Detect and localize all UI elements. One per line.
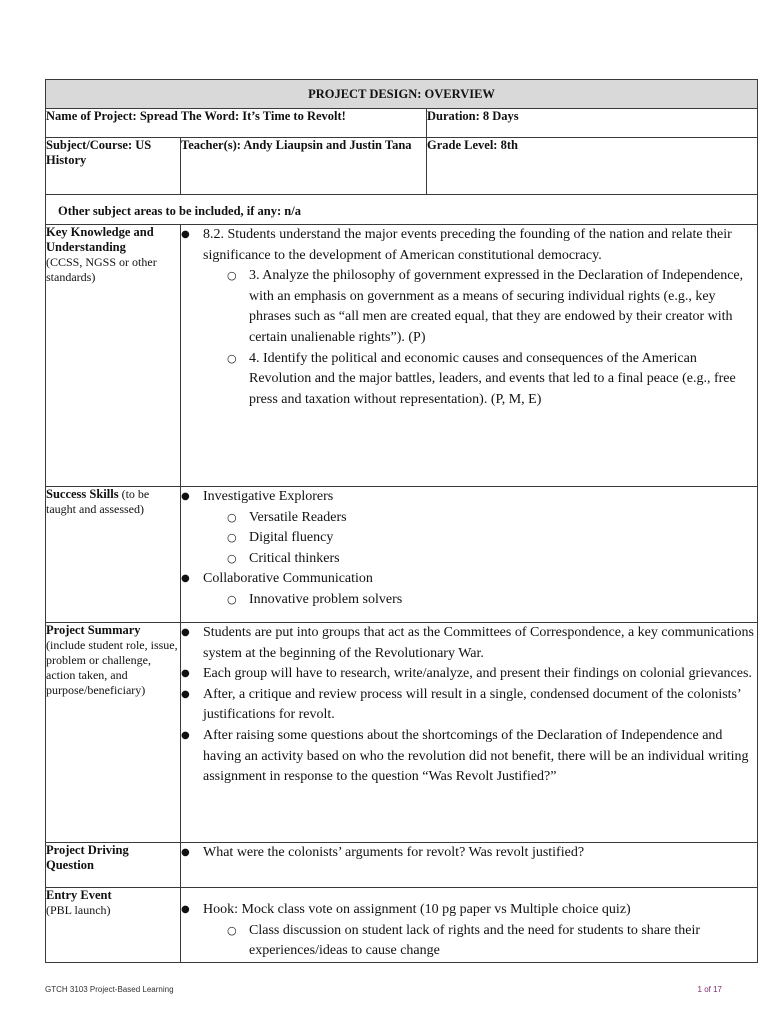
list-item: ● Collaborative Communication ○ Innovative problem solvers [181,569,757,610]
key-knowledge-sub: (CCSS, NGSS or other standards) [46,255,157,284]
key-knowledge-title: Key Knowledge and Understanding [46,225,154,254]
entry-event-content [181,888,758,963]
list-item: ○ 3. Analyze the philosophy of government expressed in the Declaration of Independence, with an emphasis on government as a means of securing individual rights (e.g., key phrases such as “all men are created equal, that they are endowed by their creator with certain unalienable rights”). (P) [227,266,757,348]
grade-level: Grade Level: 8th [427,138,758,195]
project-summary-label [46,623,181,843]
project-overview-table [45,79,758,963]
list-item: ○ Digital fluency [227,528,757,549]
driving-question-title: Project Driving Question [46,843,129,872]
success-skills-label [46,487,181,623]
subject-course: Subject/Course: US History [46,138,181,195]
list-item: ● Investigative Explorers ○ Versatile Readers ○ Digital fluency ○ Critical thinkers [181,487,757,569]
driving-question-label [46,843,181,888]
footer-course: GTCH 3103 Project-Based Learning [45,985,174,994]
duration: Duration: 8 Days [427,109,758,138]
other-subjects: Other subject areas to be included, if any: n/a [46,195,758,225]
list-item: ● After raising some questions about the shortcomings of the Declaration of Independence and having an activity based on who the revolution did not benefit, there will be an individual writing assignment in response to the question “Was Revolt Justified?” [181,726,757,788]
project-summary-content [181,623,758,843]
key-knowledge-label [46,225,181,487]
list-item: ○ Critical thinkers [227,549,757,570]
list-item: ○ 4. Identify the political and economic causes and consequences of the American Revolution and the major battles, leaders, and events that led to a final peace (e.g., free press and taxation without representation). (P, M, E) [227,349,757,411]
success-skills-title: Success Skills [46,487,119,501]
key-knowledge-content [181,225,758,487]
list-item: ○ Class discussion on student lack of rights and the need for students to share their experiences/ideas to cause change [227,921,757,962]
list-item: ● Students are put into groups that act as the Committees of Correspondence, a key communications system at the beginning of the Revolutionary War. [181,623,757,664]
entry-event-sub: (PBL launch) [46,903,111,917]
success-skills-content [181,487,758,623]
project-summary-title: Project Summary [46,623,141,637]
project-name: Name of Project: Spread The Word: It’s Time to Revolt! [46,109,427,138]
footer-page-number: 1 of 17 [697,985,722,994]
teachers: Teacher(s): Andy Liaupsin and Justin Tana [181,138,427,195]
table-header: PROJECT DESIGN: OVERVIEW [46,80,758,109]
list-item: ● After, a critique and review process will result in a single, condensed document of the colonists’ justifications for revolt. [181,685,757,726]
list-item: ○ Innovative problem solvers [227,590,757,611]
list-item: ● Each group will have to research, write/analyze, and present their findings on colonial grievances. [181,664,757,685]
project-summary-sub: (include student role, issue, problem or challenge, action taken, and purpose/beneficiary) [46,638,178,697]
list-item: ● 8.2. Students understand the major events preceding the founding of the nation and relate their significance to the development of American constitutional democracy. ○ 3. Analyze the philosophy of government expressed in the Declaration of Independence, with an emphasis on government as a means of securing individual rights (e.g., key phrases such as “all men are created equal, that they are endowed by their creator with certain unalienable rights”). (P) ○ 4. Identify the political and economic causes and consequences of the American Revolution and the major battles, leaders, and events that led to a final peace (e.g., free press and taxation without representation). (P, M, E) [181,225,757,410]
list-item: ○ Versatile Readers [227,508,757,529]
success-skills-sub: (to be taught and assessed) [46,487,150,516]
entry-event-label [46,888,181,963]
entry-event-title: Entry Event [46,888,112,902]
list-item: ● Hook: Mock class vote on assignment (10 pg paper vs Multiple choice quiz) ○ Class discussion on student lack of rights and the need for students to share their experiences/ideas to cause change [181,900,757,962]
list-item: ● What were the colonists’ arguments for revolt? Was revolt justified? [181,843,757,864]
driving-question-content [181,843,758,888]
